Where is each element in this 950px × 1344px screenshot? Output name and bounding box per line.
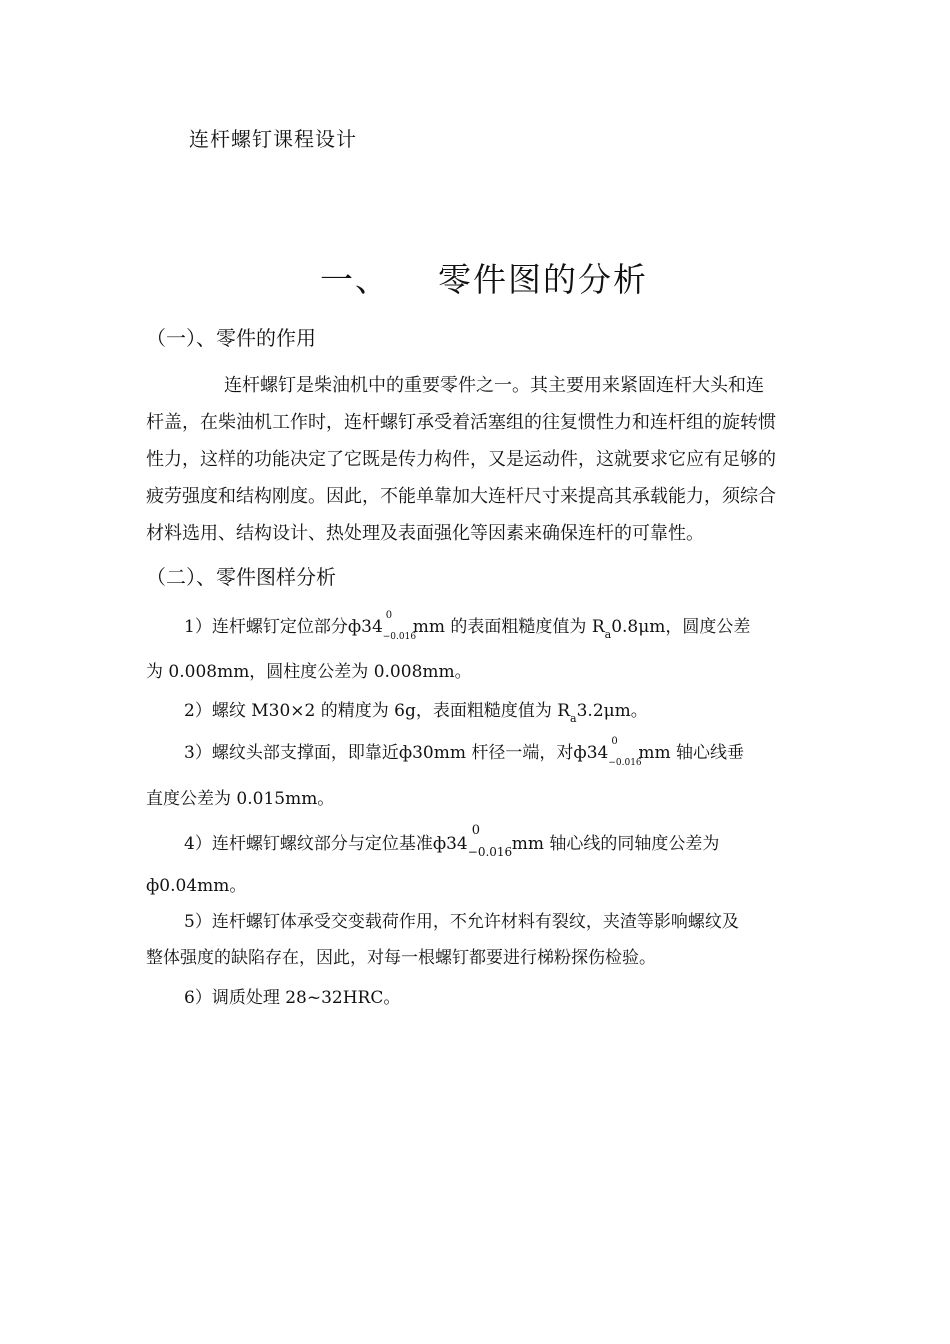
- subsection-heading-drawing-analysis: （二）、零件图样分析: [146, 565, 336, 589]
- analysis-item-3: 3）螺纹头部支撑面，即靠近ф30mm 杆径一端，对ф34 0 −0.016 mm 轴心线垂: [184, 735, 744, 768]
- analysis-item-2: 2）螺纹 M30×2 的精度为 6g，表面粗糙度值为 $R_a3.2\mu m$。: [184, 701, 648, 725]
- paragraph-line: 杆盖，在柴油机工作时，连杆螺钉承受着活塞组的往复惯性力和连杆组的旋转惯: [146, 412, 776, 433]
- paragraph-line: 材料选用、结构设计、热处理及表面强化等因素来确保连杆的可靠性。: [146, 523, 704, 544]
- subsection-heading-function: （一）、零件的作用: [146, 326, 316, 350]
- paragraph-line: 连杆螺钉是柴油机中的重要零件之一。其主要用来紧固连杆大头和连: [224, 375, 764, 396]
- analysis-item-1-continued: 为 0.008mm，圆柱度公差为 0.008mm。: [146, 662, 472, 682]
- section-title: 零件图的分析: [438, 260, 648, 299]
- analysis-item-3-continued: 直度公差为 0.015mm。: [146, 789, 335, 809]
- analysis-item-4: 4）连杆螺钉螺纹部分与定位基准ф34 0 −0.016 mm 轴心线的同轴度公差为: [184, 822, 720, 859]
- section-heading: [320, 254, 648, 301]
- paragraph-line: 性力，这样的功能决定了它既是传力构件，又是运动件，这就要求它应有足够的: [146, 449, 776, 470]
- analysis-item-1: 1）连杆螺钉定位部分ф34 0 −0.016 mm 的表面粗糙度值为 $R_a0.8\mu m$，圆度公差: [184, 609, 751, 642]
- tolerance-stack: 0 −0.016: [467, 822, 513, 859]
- tolerance-stack: 0 −0.016: [608, 735, 642, 768]
- section-number: 一、: [320, 260, 390, 299]
- analysis-item-5: 5）连杆螺钉体承受交变载荷作用，不允许材料有裂纹，夹渣等影响螺纹及: [184, 912, 739, 932]
- tolerance-stack: 0 −0.016: [382, 609, 417, 642]
- analysis-item-4-continued: ф0.04mm。: [146, 876, 247, 896]
- analysis-item-5-continued: 整体强度的缺陷存在，因此，对每一根螺钉都要进行梯粉探伤检验。: [146, 948, 656, 968]
- analysis-item-6: 6）调质处理 28~32HRC。: [184, 988, 401, 1008]
- document-title: 连杆螺钉课程设计: [189, 127, 357, 151]
- paragraph-line: 疲劳强度和结构刚度。因此，不能单靠加大连杆尺寸来提高其承载能力，须综合: [146, 486, 776, 507]
